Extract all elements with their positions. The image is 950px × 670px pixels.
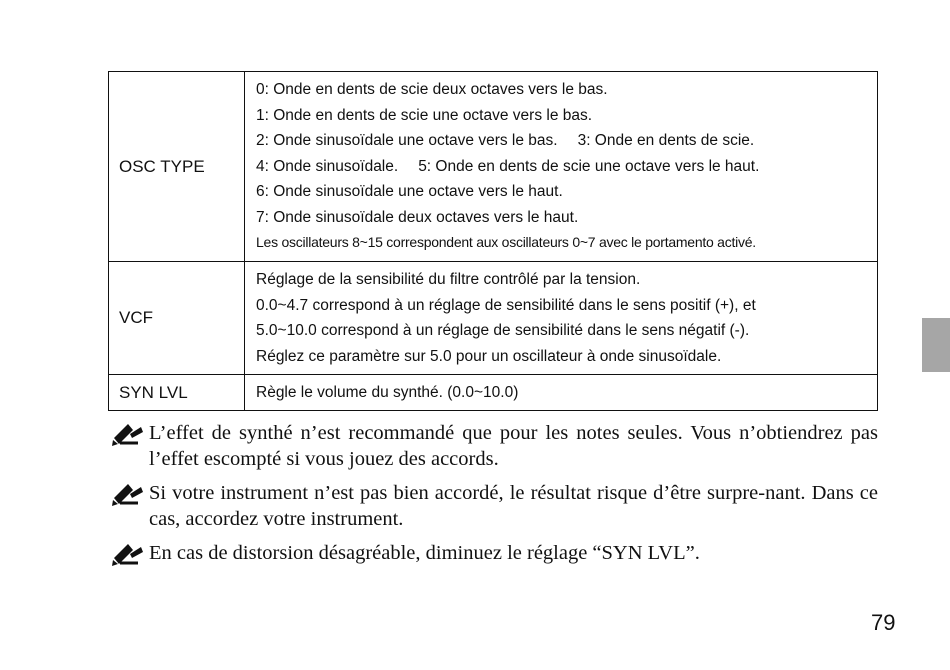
desc-line: Règle le volume du synthé. (0.0~10.0) [256, 383, 519, 401]
note-item [111, 420, 878, 472]
desc-line [256, 128, 873, 154]
param-desc-vcf [245, 262, 878, 375]
parameter-table [108, 71, 878, 411]
param-desc-syn-lvl [245, 375, 878, 411]
desc-line: 1: Onde en dents de scie une octave vers le bas. [256, 106, 593, 124]
desc-line: 7: Onde sinusoïdale deux octaves vers le haut. [256, 208, 579, 226]
desc-line: Réglez ce paramètre sur 5.0 pour un oscillateur à onde sinusoïdale. [256, 347, 722, 365]
note-text: En cas de distorsion désagréable, diminuez le réglage “SYN LVL”. [149, 542, 700, 564]
pencil-note-icon [111, 543, 144, 567]
table-row-osc-type [109, 72, 878, 262]
desc-line: 6: Onde sinusoïdale une octave vers le haut. [256, 183, 563, 201]
table-row-syn-lvl [109, 375, 878, 411]
desc-line: 0.0~4.7 correspond à un réglage de sensibilité dans le sens positif (+), et [256, 296, 756, 314]
note-item [111, 480, 878, 532]
desc-line-part: 3: Onde en dents de scie. [577, 132, 755, 150]
note-text: Si votre instrument n’est pas bien accordé, le résultat risque d’être surpre-nant. Dans ce cas, accordez votre instrument. [149, 482, 878, 530]
desc-line-part: 2: Onde sinusoïdale une octave vers le bas. [256, 132, 558, 150]
notes-section [111, 420, 878, 574]
pencil-note-icon [111, 483, 144, 507]
page-edge-tab [922, 318, 950, 372]
desc-line: 5.0~10.0 correspond à un réglage de sensibilité dans le sens négatif (-). [256, 322, 750, 339]
table-row-vcf [109, 262, 878, 375]
note-text: L’effet de synthé n’est recommandé que pour les notes seules. Vous n’obtiendrez pas l’effet escompté si vous jouez des accords. [149, 422, 878, 470]
desc-line [256, 154, 873, 180]
param-name-syn-lvl: SYN LVL [109, 375, 245, 411]
desc-line: Réglage de la sensibilité du filtre contrôlé par la tension. [256, 271, 641, 288]
param-name-osc-type: OSC TYPE [109, 72, 245, 262]
desc-line-part: 4: Onde sinusoïdale. [256, 157, 399, 175]
page-number: 79 [871, 610, 896, 635]
param-desc-osc-type [245, 72, 878, 262]
note-item [111, 540, 878, 566]
param-name-vcf: VCF [109, 262, 245, 375]
desc-line: 0: Onde en dents de scie deux octaves vers le bas. [256, 81, 608, 99]
desc-line: Les oscillateurs 8~15 correspondent aux oscillateurs 0~7 avec le portamento activé. [256, 234, 756, 251]
pencil-note-icon [111, 423, 144, 447]
desc-line-part: 5: Onde en dents de scie une octave vers le haut. [418, 157, 760, 175]
